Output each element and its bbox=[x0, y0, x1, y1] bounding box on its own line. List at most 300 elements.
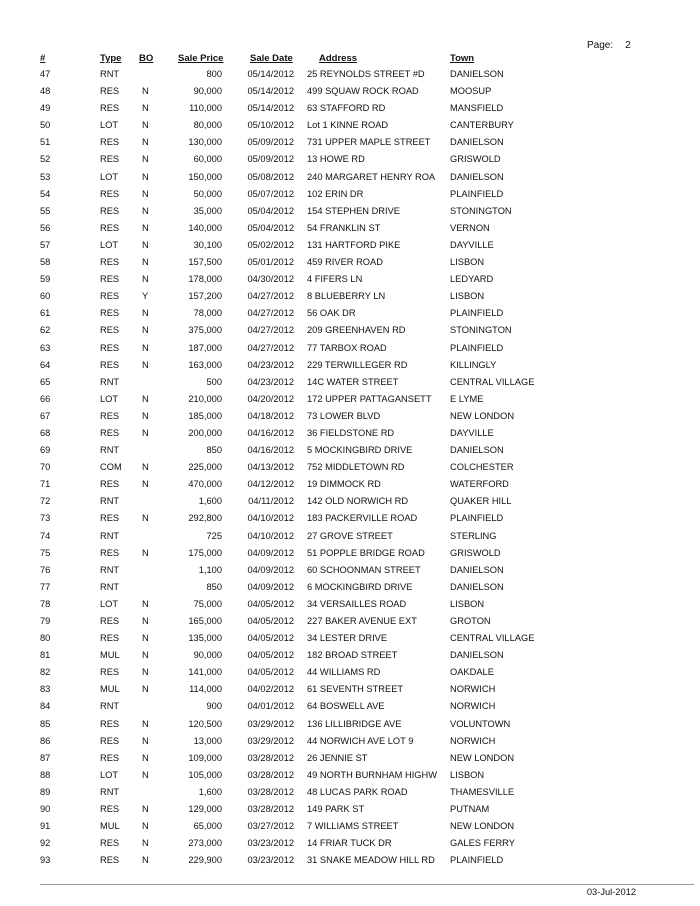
row-type: MUL bbox=[100, 684, 120, 695]
row-number: 70 bbox=[40, 462, 51, 473]
row-address: 5 MOCKINGBIRD DRIVE bbox=[307, 445, 413, 456]
row-number: 49 bbox=[40, 103, 51, 114]
row-bo: N bbox=[142, 205, 149, 216]
table-row bbox=[0, 340, 700, 357]
row-type: RES bbox=[100, 308, 120, 319]
row-sale-price: 90,000 bbox=[193, 86, 222, 97]
row-address: 14C WATER STREET bbox=[307, 376, 399, 387]
row-number: 88 bbox=[40, 769, 51, 780]
row-sale-date: 04/23/2012 bbox=[247, 359, 294, 370]
row-sale-date: 04/27/2012 bbox=[247, 291, 294, 302]
row-sale-price: 50,000 bbox=[193, 188, 222, 199]
row-town: PLAINFIELD bbox=[450, 188, 504, 199]
row-number: 60 bbox=[40, 291, 51, 302]
row-number: 76 bbox=[40, 564, 51, 575]
header-type: Type bbox=[100, 53, 122, 64]
row-address: 73 LOWER BLVD bbox=[307, 410, 381, 421]
table-row bbox=[0, 391, 700, 408]
table-row bbox=[0, 169, 700, 186]
row-type: RES bbox=[100, 427, 120, 438]
row-bo: N bbox=[142, 855, 149, 866]
row-number: 64 bbox=[40, 359, 51, 370]
table-row bbox=[0, 425, 700, 442]
row-sale-date: 04/20/2012 bbox=[247, 393, 294, 404]
row-bo: N bbox=[142, 103, 149, 114]
row-sale-date: 03/28/2012 bbox=[247, 804, 294, 815]
row-sale-price: 140,000 bbox=[188, 222, 222, 233]
row-bo: N bbox=[142, 718, 149, 729]
row-sale-price: 35,000 bbox=[193, 205, 222, 216]
table-row bbox=[0, 852, 700, 869]
row-type: RES bbox=[100, 633, 120, 644]
row-town: NEW LONDON bbox=[450, 752, 515, 763]
row-type: RES bbox=[100, 718, 120, 729]
table-row bbox=[0, 459, 700, 476]
row-sale-price: 105,000 bbox=[188, 769, 222, 780]
row-sale-date: 03/23/2012 bbox=[247, 855, 294, 866]
row-sale-price: 800 bbox=[206, 69, 222, 79]
row-address: 459 RIVER ROAD bbox=[307, 257, 383, 268]
row-address: 752 MIDDLETOWN RD bbox=[307, 462, 405, 473]
row-bo: N bbox=[142, 821, 149, 832]
table-row bbox=[0, 220, 700, 237]
table-row bbox=[0, 801, 700, 818]
row-type: LOT bbox=[100, 769, 119, 780]
row-bo: N bbox=[142, 427, 149, 438]
row-bo: N bbox=[142, 393, 149, 404]
row-sale-date: 05/10/2012 bbox=[247, 120, 294, 131]
row-sale-date: 04/05/2012 bbox=[247, 616, 294, 626]
row-type: RES bbox=[100, 752, 120, 763]
row-sale-price: 292,800 bbox=[188, 513, 222, 524]
row-number: 51 bbox=[40, 137, 51, 148]
row-sale-price: 165,000 bbox=[188, 616, 222, 626]
row-sale-price: 850 bbox=[206, 445, 222, 456]
row-bo: N bbox=[142, 735, 149, 746]
row-address: 13 HOWE RD bbox=[307, 154, 365, 165]
row-bo: N bbox=[142, 598, 149, 609]
header-sale-price: Sale Price bbox=[178, 53, 224, 64]
row-sale-date: 04/09/2012 bbox=[247, 581, 294, 592]
row-number: 80 bbox=[40, 633, 51, 644]
row-type: RNT bbox=[100, 69, 120, 79]
row-type: RES bbox=[100, 222, 120, 233]
row-address: 77 TARBOX ROAD bbox=[307, 342, 387, 353]
row-sale-price: 75,000 bbox=[193, 598, 222, 609]
row-number: 54 bbox=[40, 188, 51, 199]
table-row bbox=[0, 716, 700, 733]
table-row bbox=[0, 117, 700, 134]
table-row bbox=[0, 288, 700, 305]
table-row bbox=[0, 784, 700, 801]
row-address: 60 SCHOONMAN STREET bbox=[307, 564, 421, 575]
row-sale-price: 375,000 bbox=[188, 325, 222, 336]
row-sale-date: 05/09/2012 bbox=[247, 137, 294, 148]
table-row bbox=[0, 681, 700, 698]
row-sale-price: 175,000 bbox=[188, 547, 222, 558]
row-sale-date: 04/01/2012 bbox=[247, 701, 294, 712]
row-town: OAKDALE bbox=[450, 667, 494, 678]
row-sale-date: 04/27/2012 bbox=[247, 308, 294, 319]
row-address: 49 NORTH BURNHAM HIGHW bbox=[307, 769, 437, 780]
row-bo: N bbox=[142, 752, 149, 763]
row-sale-date: 05/09/2012 bbox=[247, 154, 294, 165]
row-town: DANIELSON bbox=[450, 69, 504, 79]
page-label-text: Page: bbox=[587, 40, 614, 51]
footer-divider bbox=[40, 884, 694, 885]
table-row bbox=[0, 733, 700, 750]
table-row bbox=[0, 374, 700, 391]
row-number: 63 bbox=[40, 342, 51, 353]
table-row bbox=[0, 818, 700, 835]
table-row bbox=[0, 203, 700, 220]
table-row bbox=[0, 357, 700, 374]
row-number: 55 bbox=[40, 205, 51, 216]
row-sale-price: 900 bbox=[206, 701, 222, 712]
row-bo: N bbox=[142, 154, 149, 165]
row-sale-price: 157,500 bbox=[188, 257, 222, 268]
row-type: RES bbox=[100, 410, 120, 421]
table-row bbox=[0, 835, 700, 852]
row-number: 79 bbox=[40, 616, 51, 626]
row-address: 142 OLD NORWICH RD bbox=[307, 496, 409, 507]
row-sale-date: 05/14/2012 bbox=[247, 103, 294, 114]
row-town: DANIELSON bbox=[450, 650, 504, 661]
row-address: 44 NORWICH AVE LOT 9 bbox=[307, 735, 414, 746]
row-town: PLAINFIELD bbox=[450, 308, 504, 319]
row-sale-date: 04/12/2012 bbox=[247, 479, 294, 490]
row-type: LOT bbox=[100, 120, 119, 131]
row-town: NORWICH bbox=[450, 735, 496, 746]
row-sale-price: 141,000 bbox=[188, 667, 222, 678]
row-type: RES bbox=[100, 855, 120, 866]
row-town: STONINGTON bbox=[450, 325, 512, 336]
row-town: NEW LONDON bbox=[450, 821, 515, 832]
row-sale-date: 04/09/2012 bbox=[247, 564, 294, 575]
row-bo: N bbox=[142, 342, 149, 353]
row-number: 92 bbox=[40, 838, 51, 849]
row-sale-date: 03/29/2012 bbox=[247, 735, 294, 746]
row-number: 87 bbox=[40, 752, 51, 763]
row-sale-date: 04/13/2012 bbox=[247, 462, 294, 473]
row-sale-price: 1,600 bbox=[198, 786, 222, 797]
row-number: 78 bbox=[40, 598, 51, 609]
row-sale-date: 04/10/2012 bbox=[247, 513, 294, 524]
row-sale-date: 04/16/2012 bbox=[247, 445, 294, 456]
row-town: CENTRAL VILLAGE bbox=[450, 633, 535, 644]
table-row bbox=[0, 545, 700, 562]
row-sale-date: 04/23/2012 bbox=[247, 376, 294, 387]
row-town: GALES FERRY bbox=[450, 838, 515, 849]
row-town: STERLING bbox=[450, 530, 497, 541]
row-sale-date: 04/09/2012 bbox=[247, 547, 294, 558]
row-bo: N bbox=[142, 257, 149, 268]
table-row bbox=[0, 579, 700, 596]
row-town: PLAINFIELD bbox=[450, 513, 504, 524]
row-town: LISBON bbox=[450, 257, 485, 268]
row-bo: N bbox=[142, 769, 149, 780]
row-number: 50 bbox=[40, 120, 51, 131]
row-number: 85 bbox=[40, 718, 51, 729]
row-bo: N bbox=[142, 222, 149, 233]
row-bo: N bbox=[142, 684, 149, 695]
table-row bbox=[0, 767, 700, 784]
row-number: 48 bbox=[40, 86, 51, 97]
row-type: RNT bbox=[100, 530, 120, 541]
row-number: 69 bbox=[40, 445, 51, 456]
row-sale-date: 05/14/2012 bbox=[247, 86, 294, 97]
row-number: 91 bbox=[40, 821, 51, 832]
row-bo: Y bbox=[142, 291, 149, 302]
page-number-label bbox=[587, 40, 631, 51]
row-type: RES bbox=[100, 342, 120, 353]
row-sale-date: 03/23/2012 bbox=[247, 838, 294, 849]
row-type: RNT bbox=[100, 445, 120, 456]
row-type: RNT bbox=[100, 581, 120, 592]
row-sale-date: 05/14/2012 bbox=[247, 69, 294, 79]
row-sale-price: 229,900 bbox=[188, 855, 222, 866]
row-sale-date: 05/02/2012 bbox=[247, 239, 294, 250]
row-number: 84 bbox=[40, 701, 51, 712]
row-sale-price: 110,000 bbox=[189, 103, 222, 114]
row-number: 57 bbox=[40, 239, 51, 250]
row-sale-price: 130,000 bbox=[188, 137, 222, 148]
row-address: 44 WILLIAMS RD bbox=[307, 667, 381, 678]
row-address: 51 POPPLE BRIDGE ROAD bbox=[307, 547, 425, 558]
row-sale-date: 04/02/2012 bbox=[247, 684, 294, 695]
row-sale-date: 05/01/2012 bbox=[247, 257, 294, 268]
row-type: LOT bbox=[100, 393, 119, 404]
table-row bbox=[0, 186, 700, 203]
row-sale-price: 109,000 bbox=[188, 752, 222, 763]
row-address: 25 REYNOLDS STREET #D bbox=[307, 69, 425, 79]
row-number: 67 bbox=[40, 410, 51, 421]
table-row bbox=[0, 476, 700, 493]
header-address: Address bbox=[319, 53, 358, 64]
row-number: 82 bbox=[40, 667, 51, 678]
footer-date: 03-Jul-2012 bbox=[586, 887, 636, 897]
row-town: THAMESVILLE bbox=[450, 786, 515, 797]
row-number: 90 bbox=[40, 804, 51, 815]
row-sale-date: 04/27/2012 bbox=[247, 325, 294, 336]
row-number: 71 bbox=[40, 479, 51, 490]
row-town: CANTERBURY bbox=[450, 120, 514, 131]
row-number: 77 bbox=[40, 581, 51, 592]
row-type: COM bbox=[100, 462, 122, 473]
row-sale-price: 13,000 bbox=[193, 735, 222, 746]
row-sale-price: 470,000 bbox=[188, 479, 222, 490]
row-address: 229 TERWILLEGER RD bbox=[307, 359, 408, 370]
row-type: RES bbox=[100, 257, 120, 268]
row-sale-date: 04/05/2012 bbox=[247, 598, 294, 609]
header-sale-date: Sale Date bbox=[250, 53, 293, 64]
row-type: LOT bbox=[100, 171, 119, 182]
row-address: 14 FRIAR TUCK DR bbox=[307, 838, 392, 849]
row-sale-date: 05/07/2012 bbox=[247, 188, 294, 199]
row-type: RNT bbox=[100, 701, 120, 712]
row-address: 136 LILLIBRIDGE AVE bbox=[307, 718, 402, 729]
row-type: RNT bbox=[100, 496, 120, 507]
row-sale-price: 150,000 bbox=[188, 171, 222, 182]
table-row bbox=[0, 66, 700, 83]
table-row bbox=[0, 596, 700, 613]
row-town: DAYVILLE bbox=[450, 239, 494, 250]
row-sale-price: 114,000 bbox=[189, 684, 222, 695]
row-sale-date: 05/04/2012 bbox=[247, 205, 294, 216]
row-sale-price: 273,000 bbox=[188, 838, 222, 849]
row-number: 83 bbox=[40, 684, 51, 695]
header-town: Town bbox=[450, 53, 475, 64]
row-bo: N bbox=[142, 547, 149, 558]
row-address: 26 JENNIE ST bbox=[307, 752, 368, 763]
row-type: RES bbox=[100, 616, 120, 626]
row-address: 240 MARGARET HENRY ROA bbox=[307, 171, 436, 182]
row-sale-date: 04/11/2012 bbox=[248, 496, 294, 507]
row-bo: N bbox=[142, 650, 149, 661]
row-bo: N bbox=[142, 137, 149, 148]
row-bo: N bbox=[142, 410, 149, 421]
row-type: RES bbox=[100, 291, 120, 302]
row-town: CENTRAL VILLAGE bbox=[450, 376, 535, 387]
row-town: NORWICH bbox=[450, 701, 496, 712]
row-number: 86 bbox=[40, 735, 51, 746]
row-address: 4 FIFERS LN bbox=[307, 274, 363, 285]
table-row bbox=[0, 664, 700, 681]
row-town: GRISWOLD bbox=[450, 154, 501, 165]
row-town: MANSFIELD bbox=[450, 103, 504, 114]
row-address: 34 VERSAILLES ROAD bbox=[307, 598, 407, 609]
row-type: LOT bbox=[100, 598, 119, 609]
row-bo: N bbox=[142, 633, 149, 644]
row-town: VOLUNTOWN bbox=[450, 718, 511, 729]
row-town: LISBON bbox=[450, 291, 485, 302]
row-type: RES bbox=[100, 103, 120, 114]
row-sale-price: 725 bbox=[206, 530, 222, 541]
row-type: MUL bbox=[100, 650, 120, 661]
row-town: DAYVILLE bbox=[450, 427, 494, 438]
row-sale-price: 60,000 bbox=[193, 154, 222, 165]
table-row bbox=[0, 647, 700, 664]
row-number: 93 bbox=[40, 855, 51, 866]
row-town: VERNON bbox=[450, 222, 490, 233]
row-address: 63 STAFFORD RD bbox=[307, 103, 386, 114]
row-town: NEW LONDON bbox=[450, 410, 515, 421]
row-sale-date: 04/16/2012 bbox=[247, 427, 294, 438]
table-row bbox=[0, 493, 700, 510]
table-row bbox=[0, 322, 700, 339]
row-address: 64 BOSWELL AVE bbox=[307, 701, 385, 712]
row-sale-price: 157,200 bbox=[188, 291, 222, 302]
row-type: LOT bbox=[100, 239, 119, 250]
header-number: # bbox=[40, 53, 46, 64]
row-town: MOOSUP bbox=[450, 86, 492, 97]
row-sale-price: 500 bbox=[206, 376, 222, 387]
row-number: 74 bbox=[40, 530, 51, 541]
table-header bbox=[0, 53, 700, 65]
row-type: RES bbox=[100, 86, 120, 97]
row-sale-date: 04/05/2012 bbox=[247, 633, 294, 644]
row-type: RES bbox=[100, 479, 120, 490]
row-address: 209 GREENHAVEN RD bbox=[307, 325, 406, 336]
row-sale-price: 30,100 bbox=[193, 239, 222, 250]
row-sale-date: 03/28/2012 bbox=[247, 786, 294, 797]
row-bo: N bbox=[142, 120, 149, 131]
row-town: DANIELSON bbox=[450, 171, 504, 182]
row-address: 102 ERIN DR bbox=[307, 188, 364, 199]
row-type: RES bbox=[100, 359, 120, 370]
row-address: 172 UPPER PATTAGANSETT bbox=[307, 393, 432, 404]
row-address: 31 SNAKE MEADOW HILL RD bbox=[307, 855, 435, 866]
row-number: 62 bbox=[40, 325, 51, 336]
row-sale-date: 04/10/2012 bbox=[247, 530, 294, 541]
row-bo: N bbox=[142, 462, 149, 473]
row-sale-date: 03/28/2012 bbox=[247, 769, 294, 780]
row-town: DANIELSON bbox=[450, 445, 504, 456]
table-row bbox=[0, 613, 700, 630]
table-row bbox=[0, 562, 700, 579]
row-bo: N bbox=[142, 479, 149, 490]
row-sale-price: 210,000 bbox=[188, 393, 222, 404]
table-row bbox=[0, 100, 700, 117]
row-type: RNT bbox=[100, 376, 120, 387]
row-sale-price: 163,000 bbox=[188, 359, 222, 370]
row-sale-price: 78,000 bbox=[193, 308, 222, 319]
row-number: 65 bbox=[40, 376, 51, 387]
row-type: RES bbox=[100, 513, 120, 524]
row-town: GRISWOLD bbox=[450, 547, 501, 558]
table-row bbox=[0, 630, 700, 647]
row-number: 58 bbox=[40, 257, 51, 268]
row-address: 731 UPPER MAPLE STREET bbox=[307, 137, 431, 148]
row-sale-price: 120,500 bbox=[188, 718, 222, 729]
row-town: DANIELSON bbox=[450, 137, 504, 148]
row-type: RES bbox=[100, 137, 120, 148]
row-town: LISBON bbox=[450, 598, 485, 609]
row-sale-price: 129,000 bbox=[188, 804, 222, 815]
row-sale-date: 03/28/2012 bbox=[247, 752, 294, 763]
row-sale-date: 05/04/2012 bbox=[247, 222, 294, 233]
row-number: 72 bbox=[40, 496, 51, 507]
row-sale-price: 200,000 bbox=[188, 427, 222, 438]
row-sale-price: 225,000 bbox=[188, 462, 222, 473]
row-sale-date: 04/18/2012 bbox=[247, 410, 294, 421]
row-town: E LYME bbox=[450, 393, 484, 404]
row-number: 47 bbox=[40, 69, 51, 79]
row-address: 149 PARK ST bbox=[307, 804, 365, 815]
row-town: GROTON bbox=[450, 616, 491, 626]
row-number: 81 bbox=[40, 650, 51, 661]
row-number: 56 bbox=[40, 222, 51, 233]
row-address: 8 BLUEBERRY LN bbox=[307, 291, 386, 302]
table-row bbox=[0, 134, 700, 151]
row-address: 19 DIMMOCK RD bbox=[307, 479, 381, 490]
row-type: RES bbox=[100, 667, 120, 678]
table-row bbox=[0, 237, 700, 254]
row-number: 68 bbox=[40, 427, 51, 438]
row-address: 61 SEVENTH STREET bbox=[307, 684, 404, 695]
row-type: RNT bbox=[100, 786, 120, 797]
row-bo: N bbox=[142, 86, 149, 97]
row-number: 52 bbox=[40, 154, 51, 165]
row-type: RES bbox=[100, 274, 120, 285]
row-town: COLCHESTER bbox=[450, 462, 514, 473]
row-sale-price: 187,000 bbox=[188, 342, 222, 353]
row-type: RES bbox=[100, 804, 120, 815]
row-bo: N bbox=[142, 804, 149, 815]
row-address: 34 LESTER DRIVE bbox=[307, 633, 388, 644]
row-sale-date: 03/27/2012 bbox=[247, 821, 294, 832]
table-row bbox=[0, 750, 700, 767]
